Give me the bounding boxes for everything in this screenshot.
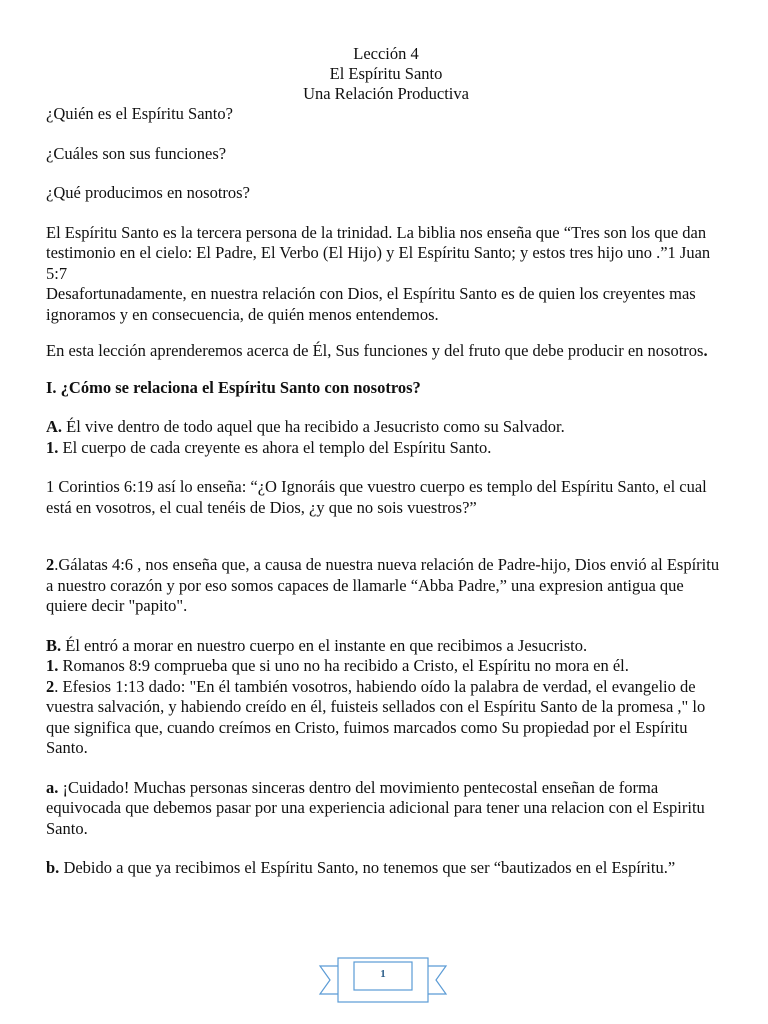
point-a-2 [46,555,726,617]
intro-paragraph-3-text: En esta lección aprenderemos acerca de Él, Sus funciones y del fruto que debe producir en nosotros [46,341,704,360]
point-b-2-label: 2 [46,676,55,696]
note-b [46,858,726,879]
section-heading: I. ¿Cómo se relaciona el Espíritu Santo con nosotros? [46,377,421,397]
document-page [46,44,726,879]
point-b-1-label: 1. [46,656,59,675]
ribbon-banner-icon [318,954,448,1012]
note-a-text: ¡Cuidado! Muchas personas sinceras dentro del movimiento pentecostal enseñan de forma equivocada que debemos pasar por una experiencia adicional para tener una relacion con el Espiritu Santo. [46,777,705,838]
intro-paragraph: El Espíritu Santo es la tercera persona de la trinidad. La biblia nos enseña que “Tres son los que dan testimonio en el cielo: El Padre, El Verbo (El Hijo) y El Espíritu Santo; y estos tres hijo uno .”1 Juan 5:7 [46,222,711,283]
question-3: ¿Qué producimos en nosotros? [46,183,250,202]
point-b-label: B. [46,635,62,655]
lesson-number: Lección 4 [353,44,419,63]
point-b-2 [46,677,726,759]
note-a [46,778,726,840]
document-title [46,44,726,104]
point-a-2-text: .Gálatas 4:6 , nos enseña que, a causa de nuestra nueva relación de Padre-hijo, Dios envió al Espíritu a nuestro corazón y por eso somos capaces de llamarle “Abba Padre,” una expresion antigua que quiere decir "papito". [46,555,720,615]
corintios-quote: 1 Corintios 6:19 así lo enseña: “¿O Ignoráis que vuestro cuerpo es templo del Espíritu Santo, el cual está en vosotros, el cual tenéis de Dios, ¿y que no sois vuestros?” [46,477,707,517]
lesson-subject: El Espíritu Santo [329,64,443,83]
note-a-label: a. [46,777,59,797]
point-a-text: Él vive dentro de todo aquel que ha recibido a Jesucristo como su Salvador. [62,417,565,436]
intro-paragraph-2: Desafortunadamente, en nuestra relación con Dios, el Espíritu Santo es de quien los creyentes mas ignoramos y en consecuencia, de quién menos entendemos. [46,284,696,324]
point-b-2-text: . Efesios 1:13 dado: "En él también vosotros, habiendo oído la palabra de verdad, el evangelio de vuestra salvación, y habiendo creído en él, fuisteis sellados con el Espíritu Santo de la promesa ," lo que significa que, cuando creímos en Cristo, fuimos marcados como Su propiedad por el Espíritu Santo. [46,676,706,757]
point-b-1 [46,656,726,677]
point-b [46,636,726,657]
question-2: ¿Cuáles son sus funciones? [46,143,227,163]
lesson-subtitle: Una Relación Productiva [303,84,469,103]
point-a-label: A. [46,417,63,436]
intro-paragraph-3 [46,341,726,362]
point-a-1-label: 1. [46,437,59,457]
note-b-label: b. [46,858,60,877]
point-a-1-text: El cuerpo de cada creyente es ahora el templo del Espíritu Santo. [58,437,492,457]
point-a [46,417,726,438]
question-1: ¿Quién es el Espíritu Santo? [46,104,233,123]
page-number: 1 [380,968,386,980]
point-a-2-label: 2 [46,555,55,574]
note-b-text: Debido a que ya recibimos el Espíritu Santo, no tenemos que ser “bautizados en el Espíritu.” [59,858,676,877]
intro-paragraph-3-period: . [703,341,708,360]
point-b-1-text: Romanos 8:9 comprueba que si uno no ha recibido a Cristo, el Espíritu no mora en él. [58,656,629,675]
point-a-1 [46,438,726,459]
point-b-text: Él entró a morar en nuestro cuerpo en el instante en que recibimos a Jesucristo. [61,635,588,655]
page-number-ribbon [318,954,448,1012]
